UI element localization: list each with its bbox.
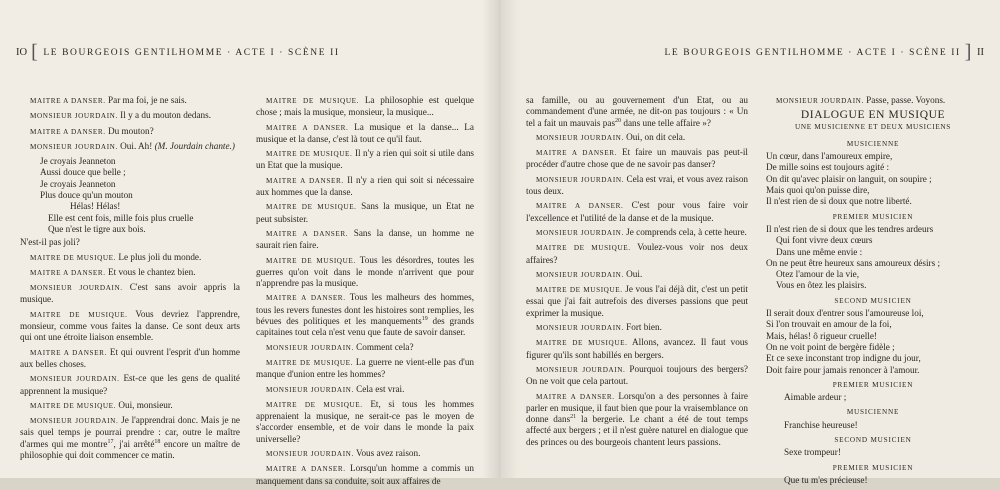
speech: MAITRE A DANSER. Du mouton?: [30, 125, 154, 136]
speaker: MAITRE A DANSER.: [536, 392, 615, 401]
left-column-2: [256, 95, 474, 490]
sung-line: Aimable ardeur ;: [784, 392, 847, 403]
speaker: MAITRE DE MUSIQUE.: [266, 256, 356, 265]
speaker: MAITRE DE MUSIQUE.: [266, 150, 353, 159]
speaker: MAITRE A DANSER.: [266, 123, 349, 132]
speech: MONSIEUR JOURDAIN. Cela est vrai.: [266, 383, 405, 394]
speech: MONSIEUR JOURDAIN. Cela est vrai, et vous avez raison tous deux.: [526, 173, 749, 197]
speaker: MAITRE A DANSER.: [30, 348, 107, 357]
speaker: MONSIEUR JOURDAIN.: [30, 375, 120, 384]
speech: MAITRE DE MUSIQUE. Vous devriez l'apprendre, monsieur, comme vous faites la danse. Ce sont deux arts qui ont une étroite liaison ensemble.: [20, 308, 240, 343]
speech: MAITRE DE MUSIQUE. Oui, monsieur.: [30, 399, 173, 410]
running-title: LE BOURGEOIS GENTILHOMME · ACTE I · SCÈNE II: [43, 48, 340, 58]
speaker: MAITRE DE MUSIQUE.: [30, 310, 128, 319]
speaker: MAITRE A DANSER.: [536, 149, 618, 158]
speech: MAITRE DE MUSIQUE. La philosophie est quelque chose ; mais la musique, monsieur, la musique...: [256, 95, 474, 118]
speaker: MAITRE DE MUSIQUE.: [30, 253, 117, 262]
speech: MONSIEUR JOURDAIN. Comment cela?: [266, 341, 414, 352]
speech: MONSIEUR JOURDAIN. Oui. Ah! (M. Jourdain chante.): [30, 140, 235, 151]
stage-direction: (M. Jourdain chante.): [154, 140, 235, 151]
speech: MONSIEUR JOURDAIN. Est-ce que les gens de qualité apprennent la musique?: [20, 373, 240, 396]
speaker: MAITRE A DANSER.: [266, 465, 346, 474]
speaker: MONSIEUR JOURDAIN.: [30, 112, 118, 121]
speech: MONSIEUR JOURDAIN. Il y a du mouton dedans.: [30, 110, 212, 121]
dialogue-subtitle: UNE MUSICIENNE ET DEUX MUSICIENS: [794, 122, 952, 131]
speech: MONSIEUR JOURDAIN. C'est sans avoir appris la musique.: [20, 282, 240, 305]
right-page-header: [664, 38, 984, 61]
speech: MAITRE A DANSER. La musique et la danse... La musique et la danse, c'est là tout ce qu'il faut.: [256, 121, 474, 144]
speaker: MAITRE DE MUSIQUE.: [266, 97, 360, 105]
speaker: MAITRE DE MUSIQUE.: [266, 203, 357, 212]
song-lyrics: Je croyais Jeanneton Aussi douce que belle ; Je croyais Jeanneton Plus douce qu'un mouton Hélas! Hélas! Elle est cent fois, mille fois plus cruelle Que n'est le tigre aux bois.: [40, 156, 194, 234]
speaker: MONSIEUR JOURDAIN.: [536, 365, 626, 374]
speaker: MAITRE A DANSER.: [30, 127, 106, 136]
verse: Il serait doux d'entrer sous l'amoureuse loi, Si l'on trouvait en amour de la foi, Mais, hélas! ô rigueur cruelle! On ne voit point de bergère fidèle ; Et ce sexe inconstant trop indigne du jour, Doit faire pour jamais renoncer à l'amour.: [766, 308, 924, 375]
speaker: MAITRE A DANSER.: [30, 268, 106, 277]
character-cue: SECOND MUSICIEN: [834, 436, 912, 445]
speech: MAITRE DE MUSIQUE. Voulez-vous voir nos deux affaires?: [526, 242, 748, 265]
speaker: MAITRE DE MUSIQUE.: [30, 401, 117, 410]
speech: MAITRE A DANSER. Et faire un mauvais pas peut-il procéder d'autre chose que de ne savoir pas danser?: [526, 147, 748, 170]
footnote-ref: 19: [421, 315, 428, 322]
speaker: MAITRE A DANSER.: [536, 202, 624, 211]
running-title: LE BOURGEOIS GENTILHOMME · ACTE I · SCÈNE II: [664, 48, 961, 58]
speech: MAITRE A DANSER. Tous les malheurs des hommes, tous les revers funestes dont les histoires sont remplies, les bévues des politiques et les manquements$^{19}$ des grands capitaines tout cela n'est venu que faute de savoir danser.: [256, 292, 474, 338]
speech: MONSIEUR JOURDAIN. Oui, on dit cela.: [536, 131, 686, 142]
speech: MAITRE A DANSER. Sans la danse, un homme ne saurait rien faire.: [256, 227, 475, 251]
bracket: [: [31, 41, 40, 63]
character-cue: PREMIER MUSICIEN: [832, 380, 914, 389]
footnote-ref: 17: [107, 438, 114, 445]
speaker: MAITRE DE MUSIQUE.: [536, 286, 623, 295]
speech: MAITRE DE MUSIQUE. Sans la musique, un Etat ne peut subsister.: [256, 201, 475, 224]
speech: MONSIEUR JOURDAIN. Pourquoi toujours des bergers? On ne voit que cela partout.: [526, 363, 749, 387]
speaker: MONSIEUR JOURDAIN.: [776, 97, 864, 105]
speech: MAITRE A DANSER. C'est pour vous faire voir l'excellence et l'utilité de la danse et de la musique.: [526, 200, 748, 223]
bracket: ]: [964, 41, 974, 63]
right-column-1: [526, 95, 748, 451]
speech: MAITRE A DANSER. Et vous le chantez bien.: [30, 266, 196, 277]
speech: MONSIEUR JOURDAIN. Je l'apprendrai donc. Mais je ne sais quel temps je pourrai prendre : car, outre le maître d'armes qui me montre$^{17}$, j'ai arrêté$^{18}$ encore un maître de philosophie qui doit commencer ce matin.: [20, 415, 240, 461]
left-column-1: [20, 95, 240, 464]
speech: MAITRE A DANSER. Lorsqu'un homme a commis un manquement dans sa conduite, soit aux affaires de: [256, 463, 474, 486]
character-cue: MUSICIENNE: [846, 139, 900, 148]
speaker: MONSIEUR JOURDAIN.: [536, 324, 624, 333]
sung-line: Franchise heureuse!: [784, 419, 858, 430]
speaker: MONSIEUR JOURDAIN.: [30, 417, 119, 426]
left-page-header: [16, 38, 340, 61]
speech: MAITRE A DANSER. Lorsqu'on a des personnes à faire parler en musique, il faut bien que pour la vraisemblance on donne dans$^{21}$ la bergerie. Le chant a été de tout temps affecté aux bergers ; et il n'est guère naturel en dialogue que des princes ou des bourgeois chantent leurs passions.: [526, 390, 748, 447]
page-number: IO: [16, 47, 28, 58]
speaker: MONSIEUR JOURDAIN.: [266, 450, 354, 459]
speech: MONSIEUR JOURDAIN. Je comprends cela, à cette heure.: [536, 226, 747, 237]
character-cue: PREMIER MUSICIEN: [832, 463, 914, 472]
left-page: [0, 0, 500, 486]
speaker: MAITRE A DANSER.: [266, 294, 346, 303]
speech: MONSIEUR JOURDAIN. Passe, passe. Voyons.: [776, 95, 946, 105]
speech: MAITRE DE MUSIQUE. Et, si tous les hommes apprenaient la musique, ne serait-ce pas le moyen de s'accorder ensemble, et de voir dans le monde la paix universelle?: [256, 398, 474, 444]
right-page: [500, 0, 1000, 485]
speech: MAITRE DE MUSIQUE. La guerre ne vient-elle pas d'un manque d'union entre les hommes?: [256, 356, 475, 380]
character-cue: SECOND MUSICIEN: [834, 296, 912, 305]
speech: MONSIEUR JOURDAIN. Vous avez raison.: [266, 448, 421, 459]
speaker: MONSIEUR JOURDAIN.: [30, 142, 118, 151]
speech: MAITRE DE MUSIQUE. Je vous l'ai déjà dit, c'est un petit essai que j'ai fait autrefois des diverses passions que peut exprimer la musique.: [526, 284, 748, 318]
page-number: II: [977, 47, 984, 58]
speaker: MAITRE A DANSER.: [266, 176, 344, 185]
speech: MAITRE A DANSER. Par ma foi, je ne sais.: [30, 95, 187, 105]
speaker: MAITRE A DANSER.: [266, 229, 349, 238]
dialogue-title: DIALOGUE EN MUSIQUE: [800, 109, 946, 122]
speech: MONSIEUR JOURDAIN. Oui.: [536, 268, 643, 279]
footnote-ref: 20: [615, 117, 622, 124]
verse: Un cœur, dans l'amoureux empire, De mille soins est toujours agité : On dit qu'avec plaisir on languit, on soupire ; Mais quoi qu'on puisse dire, Il n'est rien de si doux que notre liberté.: [766, 151, 932, 207]
speech: MONSIEUR JOURDAIN. Fort bien.: [536, 322, 662, 333]
speaker: MONSIEUR JOURDAIN.: [536, 270, 624, 279]
speaker: MAITRE DE MUSIQUE.: [536, 339, 628, 348]
speaker: MAITRE A DANSER.: [30, 97, 106, 105]
speaker: MAITRE DE MUSIQUE.: [266, 400, 363, 409]
sung-line: Que tu m'es précieuse!: [784, 474, 868, 485]
speaker: MONSIEUR JOURDAIN.: [30, 284, 123, 293]
speech-continuation: N'est-il pas joli?: [20, 237, 80, 248]
character-cue: PREMIER MUSICIEN: [832, 212, 914, 221]
speech: MAITRE DE MUSIQUE. Tous les désordres, toutes les guerres qu'on voit dans le monde n'arrivent que pour n'apprendre pas la musique.: [256, 254, 474, 289]
speech: MAITRE A DANSER. Et qui ouvrent l'esprit d'un homme aux belles choses.: [20, 346, 240, 369]
speaker: MONSIEUR JOURDAIN.: [536, 175, 625, 184]
speech: MAITRE DE MUSIQUE. Le plus joli du monde.: [30, 251, 202, 262]
speech: MAITRE A DANSER. Il n'y a rien qui soit si nécessaire aux hommes que la danse.: [256, 174, 474, 198]
speaker: MONSIEUR JOURDAIN.: [266, 385, 354, 394]
speaker: MONSIEUR JOURDAIN.: [266, 343, 354, 352]
footnote-ref: 18: [154, 438, 161, 445]
book-gutter: [482, 0, 518, 478]
speaker: MAITRE DE MUSIQUE.: [266, 358, 354, 367]
sung-line: Sexe trompeur!: [784, 447, 841, 458]
speech: MAITRE DE MUSIQUE. Il n'y a rien qui soit si utile dans un Etat que la musique.: [256, 148, 474, 171]
speaker: MAITRE DE MUSIQUE.: [536, 244, 631, 253]
speaker: MONSIEUR JOURDAIN.: [536, 228, 624, 237]
speech: MAITRE DE MUSIQUE. Allons, avancez. Il faut vous figurer qu'ils sont habillés en bergers.: [526, 337, 748, 360]
right-column-2: [766, 95, 980, 488]
verse: Il n'est rien de si doux que les tendres ardeurs Qui font vivre deux cœurs Dans une même envie : On ne peut être heureux sans amoureux désirs ; Otez l'amour de la vie, Vous en ôtez les plaisirs.: [766, 223, 940, 291]
character-cue: MUSICIENNE: [846, 408, 900, 417]
speech-continuation: sa famille, ou au gouvernement d'un Etat, ou au commandement d'une armée, ne dit-on pas toujours : « Un tel a fait un mauvais pas$^{20}$ dans une telle affaire »?: [526, 95, 748, 128]
footnote-ref: 21: [570, 414, 577, 421]
speaker: MONSIEUR JOURDAIN.: [536, 133, 624, 142]
